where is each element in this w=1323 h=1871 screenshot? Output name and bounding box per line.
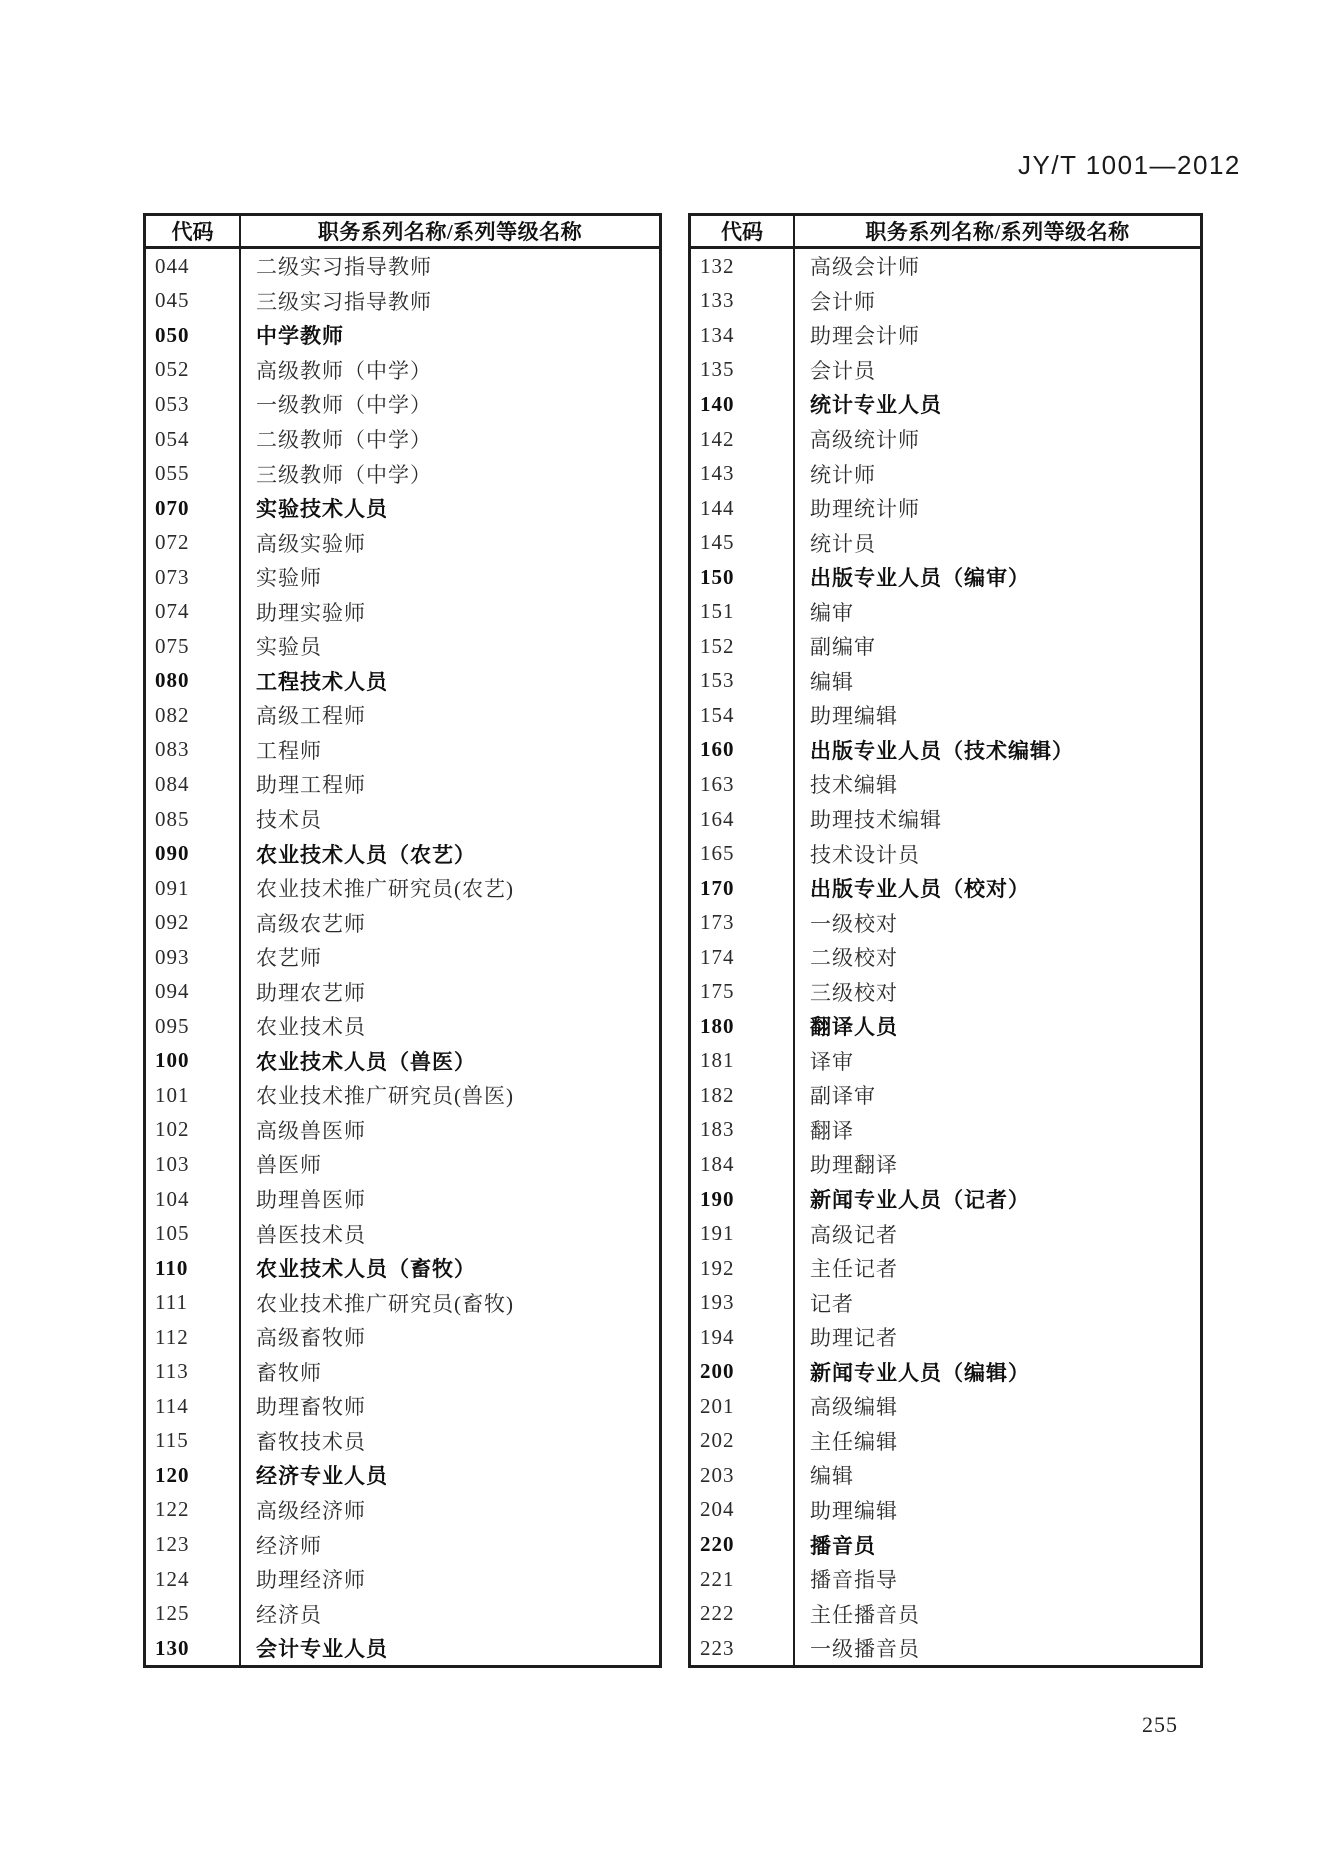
code-cell: 104 [146, 1182, 241, 1217]
code-cell: 082 [146, 698, 241, 733]
code-cell: 201 [691, 1389, 795, 1424]
code-cell: 052 [146, 353, 241, 388]
table-row [146, 1182, 659, 1217]
table-row [146, 387, 659, 422]
name-cell: 畜牧师 [256, 1360, 322, 1385]
code-cell: 202 [691, 1424, 795, 1459]
name-cell: 会计师 [810, 289, 876, 314]
code-cell: 123 [146, 1527, 241, 1562]
name-cell: 高级会计师 [810, 255, 920, 280]
table-row [146, 1216, 659, 1251]
name-cell: 兽医技术员 [256, 1222, 366, 1247]
table-body [146, 249, 659, 1665]
name-cell: 三级教师（中学） [256, 462, 432, 487]
table-row [691, 491, 1200, 526]
table-row [146, 733, 659, 768]
table-row [146, 1424, 659, 1459]
table-body [691, 249, 1200, 1665]
table-row [146, 1355, 659, 1390]
name-cell: 高级记者 [810, 1222, 898, 1247]
name-cell: 农业技术员 [256, 1015, 366, 1040]
table-row [146, 664, 659, 699]
table-row [146, 940, 659, 975]
code-cell: 190 [691, 1182, 795, 1217]
name-cell: 助理农艺师 [256, 980, 366, 1005]
name-cell: 一级校对 [810, 911, 898, 936]
table-row [691, 318, 1200, 353]
table-row [146, 1631, 659, 1666]
table-row [146, 1285, 659, 1320]
name-cell: 一级播音员 [810, 1637, 920, 1662]
name-cell: 高级统计师 [810, 428, 920, 452]
code-cell: 194 [691, 1320, 795, 1355]
name-cell: 助理统计师 [810, 497, 920, 522]
name-cell: 高级农艺师 [256, 911, 366, 936]
name-cell: 农业技术推广研究员(畜牧) [256, 1291, 514, 1316]
name-cell: 统计专业人员 [810, 393, 942, 418]
name-cell: 畜牧技术员 [256, 1429, 366, 1454]
name-cell: 翻译 [810, 1118, 854, 1143]
column-header-code: 代码 [146, 216, 241, 246]
name-cell: 会计专业人员 [256, 1637, 388, 1662]
code-cell: 151 [691, 594, 795, 629]
table-row [146, 249, 659, 284]
table-row [691, 1320, 1200, 1355]
code-cell: 101 [146, 1078, 241, 1113]
name-cell: 新闻专业人员（编辑） [810, 1360, 1030, 1385]
code-cell: 044 [146, 249, 241, 284]
name-cell: 助理经济师 [256, 1568, 366, 1593]
code-cell: 083 [146, 733, 241, 768]
code-cell: 095 [146, 1009, 241, 1044]
name-cell: 统计师 [810, 462, 876, 487]
name-cell: 出版专业人员（校对） [810, 877, 1030, 902]
name-cell: 高级实验师 [256, 531, 366, 556]
code-cell: 175 [691, 974, 795, 1009]
name-cell: 出版专业人员（技术编辑） [810, 738, 1074, 763]
table-row [691, 1113, 1200, 1148]
table-row [146, 525, 659, 560]
table-row [691, 1355, 1200, 1390]
name-cell: 实验师 [256, 566, 322, 591]
code-cell: 135 [691, 353, 795, 388]
code-cell: 055 [146, 456, 241, 491]
column-header-name: 职务系列名称/系列等级名称 [865, 220, 1130, 244]
table-row [691, 836, 1200, 871]
name-cell: 技术员 [256, 808, 322, 833]
table-row [146, 1009, 659, 1044]
code-cell: 050 [146, 318, 241, 353]
table-row [691, 1147, 1200, 1182]
code-cell: 113 [146, 1355, 241, 1390]
code-table-right [688, 213, 1203, 1668]
code-table-left [143, 213, 662, 1668]
table-row [691, 1527, 1200, 1562]
name-cell: 高级教师（中学） [256, 358, 432, 383]
name-cell: 助理编辑 [810, 1498, 898, 1523]
code-cell: 090 [146, 836, 241, 871]
code-cell: 114 [146, 1389, 241, 1424]
code-cell: 193 [691, 1285, 795, 1320]
name-cell: 助理技术编辑 [810, 808, 942, 833]
code-cell: 180 [691, 1009, 795, 1044]
code-cell: 203 [691, 1458, 795, 1493]
table-row [146, 629, 659, 664]
code-cell: 070 [146, 491, 241, 526]
name-cell: 二级教师（中学） [256, 428, 432, 452]
name-cell: 记者 [810, 1291, 854, 1316]
table-row [146, 1493, 659, 1528]
name-cell: 会计员 [810, 358, 876, 383]
name-cell: 中学教师 [256, 324, 344, 349]
table-row [691, 1424, 1200, 1459]
code-cell: 122 [146, 1493, 241, 1528]
name-cell: 译审 [810, 1049, 854, 1074]
name-cell: 助理兽医师 [256, 1188, 366, 1213]
name-cell: 助理会计师 [810, 324, 920, 349]
name-cell: 播音员 [810, 1533, 876, 1558]
code-cell: 112 [146, 1320, 241, 1355]
table-row [146, 1458, 659, 1493]
code-cell: 200 [691, 1355, 795, 1390]
name-cell: 农艺师 [256, 946, 322, 971]
code-cell: 154 [691, 698, 795, 733]
code-cell: 170 [691, 871, 795, 906]
code-cell: 223 [691, 1631, 795, 1666]
table-header-row [691, 216, 1200, 249]
table-row [691, 802, 1200, 837]
table-row [146, 1527, 659, 1562]
code-cell: 183 [691, 1113, 795, 1148]
table-row [691, 871, 1200, 906]
table-row [691, 353, 1200, 388]
table-row [691, 905, 1200, 940]
table-row [691, 1251, 1200, 1286]
code-cell: 094 [146, 974, 241, 1009]
code-cell: 164 [691, 802, 795, 837]
name-cell: 出版专业人员（编审） [810, 566, 1030, 591]
code-cell: 074 [146, 594, 241, 629]
name-cell: 编辑 [810, 1464, 854, 1489]
table-row [146, 1389, 659, 1424]
table-row [691, 560, 1200, 595]
code-cell: 075 [146, 629, 241, 664]
table-row [691, 940, 1200, 975]
table-row [691, 1285, 1200, 1320]
table-row [146, 491, 659, 526]
code-cell: 145 [691, 525, 795, 560]
table-row [691, 1631, 1200, 1666]
code-cell: 103 [146, 1147, 241, 1182]
code-cell: 054 [146, 422, 241, 457]
code-cell: 184 [691, 1147, 795, 1182]
table-row [146, 353, 659, 388]
code-cell: 105 [146, 1216, 241, 1251]
table-row [146, 905, 659, 940]
table-row [146, 422, 659, 457]
table-row [691, 422, 1200, 457]
name-cell: 农业技术推广研究员(农艺) [256, 877, 514, 902]
code-cell: 144 [691, 491, 795, 526]
code-cell: 092 [146, 905, 241, 940]
table-row [146, 1251, 659, 1286]
code-cell: 174 [691, 940, 795, 975]
table-row [691, 1562, 1200, 1597]
name-cell: 经济员 [256, 1602, 322, 1627]
name-cell: 技术设计员 [810, 842, 920, 867]
table-row [146, 1113, 659, 1148]
table-row [146, 802, 659, 837]
table-row [691, 456, 1200, 491]
name-cell: 播音指导 [810, 1568, 898, 1593]
table-row [691, 629, 1200, 664]
code-cell: 073 [146, 560, 241, 595]
table-row [146, 698, 659, 733]
table-row [146, 1044, 659, 1079]
code-cell: 085 [146, 802, 241, 837]
name-cell: 高级畜牧师 [256, 1326, 366, 1351]
table-row [691, 1458, 1200, 1493]
table-row [691, 594, 1200, 629]
name-cell: 编审 [810, 600, 854, 625]
table-row [691, 1493, 1200, 1528]
name-cell: 助理畜牧师 [256, 1395, 366, 1420]
table-row [691, 1044, 1200, 1079]
code-cell: 124 [146, 1562, 241, 1597]
name-cell: 三级校对 [810, 980, 898, 1005]
code-cell: 080 [146, 664, 241, 699]
name-cell: 农业技术推广研究员(兽医) [256, 1084, 514, 1109]
name-cell: 主任记者 [810, 1257, 898, 1282]
table-row [146, 767, 659, 802]
table-row [691, 1389, 1200, 1424]
table-row [146, 836, 659, 871]
name-cell: 副编审 [810, 635, 876, 660]
name-cell: 助理记者 [810, 1326, 898, 1351]
name-cell: 主任编辑 [810, 1429, 898, 1454]
code-cell: 182 [691, 1078, 795, 1113]
table-row [691, 733, 1200, 768]
code-cell: 130 [146, 1631, 241, 1666]
table-header-row [146, 216, 659, 249]
table-row [146, 284, 659, 319]
table-row [691, 1182, 1200, 1217]
table-row [691, 664, 1200, 699]
name-cell: 工程师 [256, 738, 322, 763]
code-cell: 192 [691, 1251, 795, 1286]
table-row [691, 767, 1200, 802]
name-cell: 助理翻译 [810, 1153, 898, 1178]
name-cell: 高级工程师 [256, 704, 366, 729]
table-row [146, 560, 659, 595]
table-row [691, 1216, 1200, 1251]
name-cell: 技术编辑 [810, 773, 898, 798]
name-cell: 助理编辑 [810, 704, 898, 729]
name-cell: 副译审 [810, 1084, 876, 1109]
name-cell: 三级实习指导教师 [256, 289, 432, 314]
table-row [146, 456, 659, 491]
table-row [691, 249, 1200, 284]
code-cell: 053 [146, 387, 241, 422]
name-cell: 助理实验师 [256, 600, 366, 625]
name-cell: 农业技术人员（农艺） [256, 842, 476, 867]
table-row [146, 1562, 659, 1597]
name-cell: 农业技术人员（畜牧） [256, 1257, 476, 1282]
column-header-name: 职务系列名称/系列等级名称 [317, 220, 583, 244]
code-cell: 204 [691, 1493, 795, 1528]
code-cell: 132 [691, 249, 795, 284]
code-cell: 091 [146, 871, 241, 906]
code-cell: 163 [691, 767, 795, 802]
code-cell: 181 [691, 1044, 795, 1079]
table-row [691, 284, 1200, 319]
code-cell: 134 [691, 318, 795, 353]
name-cell: 新闻专业人员（记者） [810, 1188, 1030, 1213]
code-cell: 120 [146, 1458, 241, 1493]
table-row [146, 1147, 659, 1182]
standard-number-label: JY/T 1001—2012 [1018, 150, 1241, 180]
name-cell: 实验技术人员 [256, 497, 388, 522]
name-cell: 助理工程师 [256, 773, 366, 798]
table-row [691, 387, 1200, 422]
name-cell: 编辑 [810, 669, 854, 694]
code-cell: 115 [146, 1424, 241, 1459]
code-cell: 084 [146, 767, 241, 802]
code-cell: 100 [146, 1044, 241, 1079]
code-cell: 111 [146, 1285, 241, 1320]
code-cell: 152 [691, 629, 795, 664]
table-row [146, 1596, 659, 1631]
table-row [691, 525, 1200, 560]
table-row [146, 594, 659, 629]
code-cell: 153 [691, 664, 795, 699]
name-cell: 一级教师（中学） [256, 393, 432, 418]
code-cell: 045 [146, 284, 241, 319]
table-row [691, 1078, 1200, 1113]
table-row [691, 698, 1200, 733]
code-cell: 191 [691, 1216, 795, 1251]
table-row [146, 1320, 659, 1355]
name-cell: 兽医师 [256, 1153, 322, 1178]
code-cell: 221 [691, 1562, 795, 1597]
table-row [691, 974, 1200, 1009]
name-cell: 统计员 [810, 531, 876, 556]
table-row [146, 871, 659, 906]
code-cell: 143 [691, 456, 795, 491]
name-cell: 农业技术人员（兽医） [256, 1049, 476, 1074]
name-cell: 经济专业人员 [256, 1464, 388, 1489]
code-cell: 142 [691, 422, 795, 457]
column-header-code: 代码 [691, 216, 795, 246]
code-cell: 110 [146, 1251, 241, 1286]
table-row [691, 1596, 1200, 1631]
code-cell: 140 [691, 387, 795, 422]
code-cell: 072 [146, 525, 241, 560]
name-cell: 二级实习指导教师 [256, 255, 432, 280]
code-cell: 165 [691, 836, 795, 871]
name-cell: 经济师 [256, 1533, 322, 1558]
code-cell: 173 [691, 905, 795, 940]
name-cell: 高级经济师 [256, 1498, 366, 1523]
name-cell: 实验员 [256, 635, 322, 660]
page-number: 255 [1142, 1712, 1178, 1737]
table-row [146, 1078, 659, 1113]
name-cell: 高级兽医师 [256, 1118, 366, 1143]
code-cell: 222 [691, 1596, 795, 1631]
code-cell: 125 [146, 1596, 241, 1631]
table-row [691, 1009, 1200, 1044]
code-cell: 133 [691, 284, 795, 319]
name-cell: 二级校对 [810, 946, 898, 971]
table-row [146, 974, 659, 1009]
code-cell: 093 [146, 940, 241, 975]
code-cell: 102 [146, 1113, 241, 1148]
code-cell: 150 [691, 560, 795, 595]
name-cell: 工程技术人员 [256, 669, 388, 694]
name-cell: 主任播音员 [810, 1602, 920, 1627]
table-row [146, 318, 659, 353]
name-cell: 高级编辑 [810, 1395, 898, 1420]
code-cell: 160 [691, 733, 795, 768]
code-cell: 220 [691, 1527, 795, 1562]
name-cell: 翻译人员 [810, 1015, 898, 1040]
